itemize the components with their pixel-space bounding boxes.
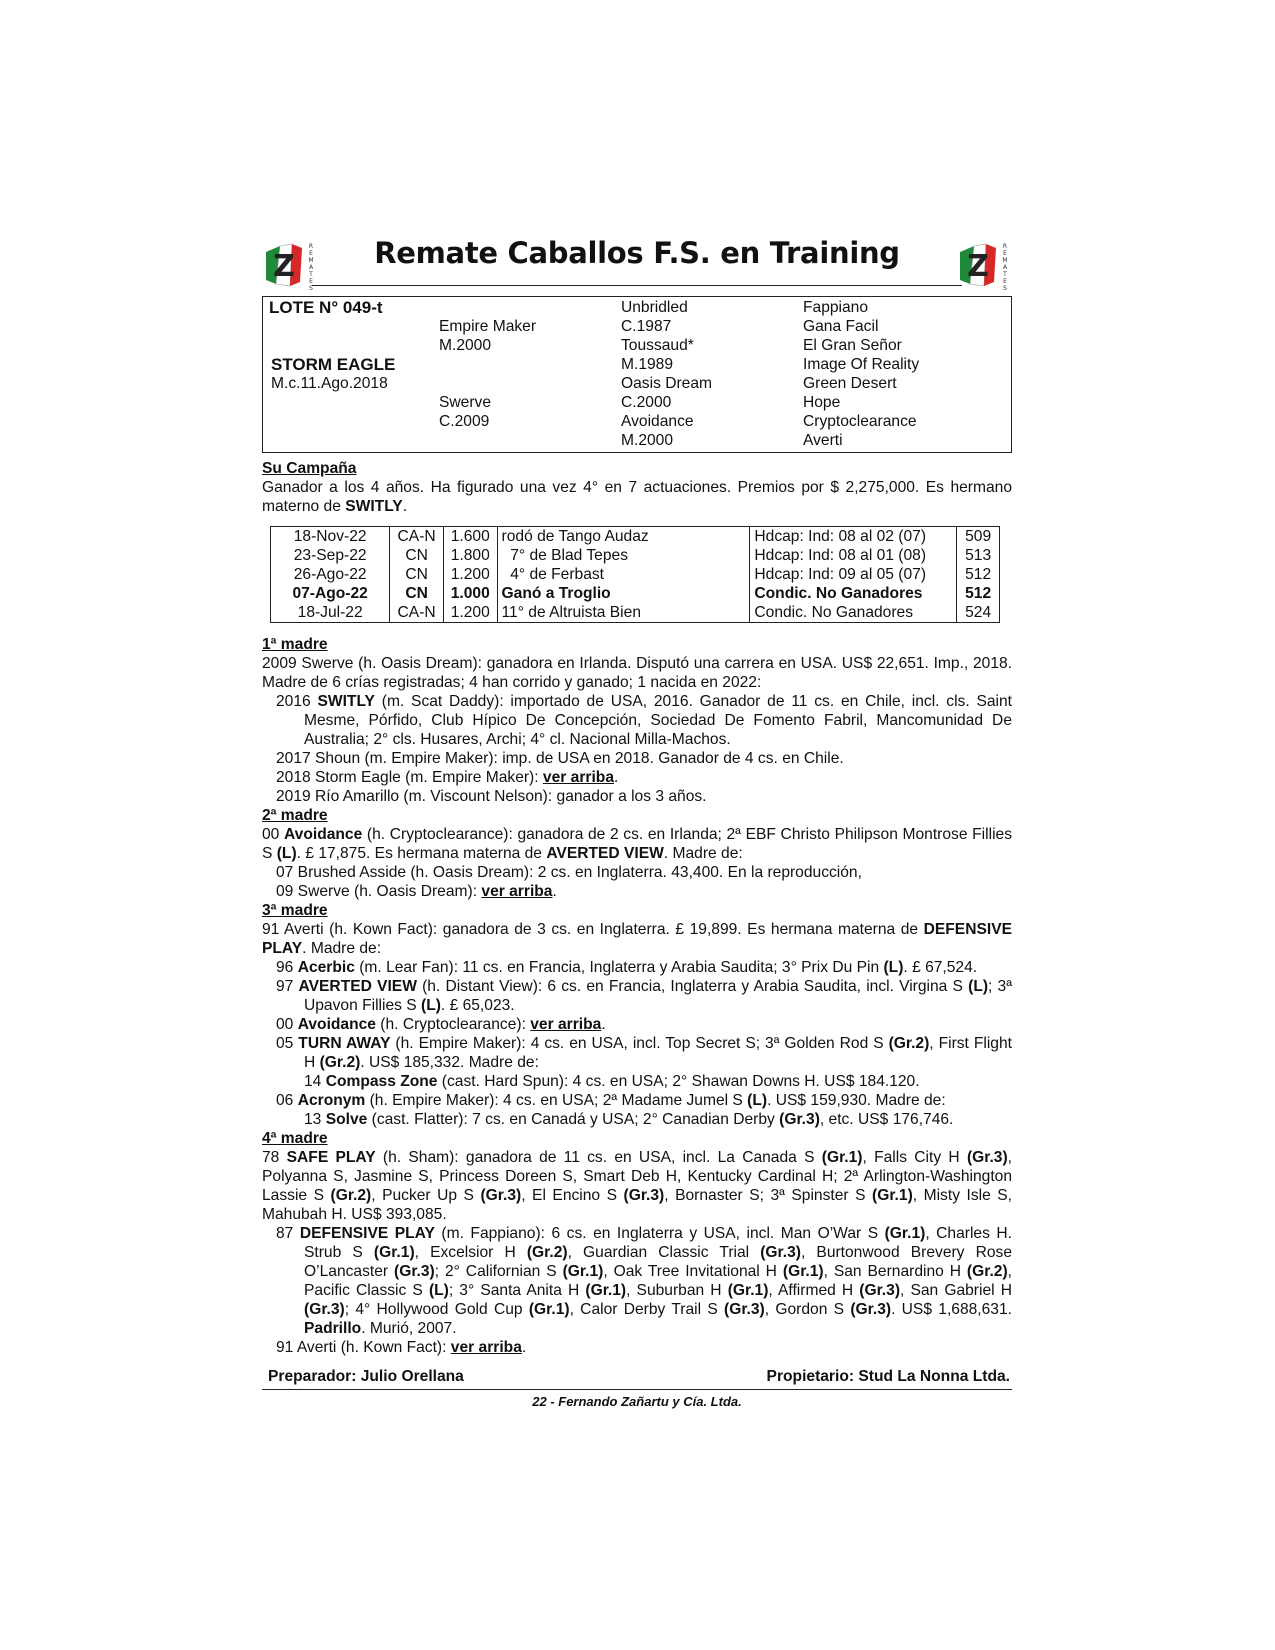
race-distance: 1.200 xyxy=(443,565,497,584)
horse-name: STORM EAGLE xyxy=(271,355,396,374)
page-header xyxy=(262,236,1012,292)
campaign-heading: Su Campaña xyxy=(262,460,357,477)
granddam-1-info: M.1989 xyxy=(621,356,674,373)
race-track: CN xyxy=(390,565,444,584)
ancestor-g4-3: El Gran Señor xyxy=(803,337,902,354)
offspring-entry: 07 Brushed Asside (h. Oasis Dream): 2 cs. en Inglaterra. 43,400. En la reproducción, xyxy=(276,864,862,881)
sire-name: Empire Maker xyxy=(439,318,537,335)
svg-text:E: E xyxy=(1003,250,1007,257)
offspring-entry: 97 AVERTED VIEW (h. Distant View): 6 cs. en Francia, Inglaterra y Arabia Saudita, incl. Virgina S (L); 3ª Upavon Fillies S (L). £ 65,023. xyxy=(276,978,1012,1014)
see-above-link[interactable]: ver arriba xyxy=(530,1016,602,1033)
grandsire-1-info: C.1987 xyxy=(621,318,672,335)
second-dam-text: 00 Avoidance (h. Cryptoclearance): ganadora de 2 cs. en Irlanda; 2ª EBF Christo Philipson Montrose Fillies S (L). £ 17,875. Es hermana materna de AVERTED VIEW. Madre de: xyxy=(262,826,1013,862)
race-date: 23-Sep-22 xyxy=(271,546,390,565)
svg-text:T: T xyxy=(309,271,313,278)
granddam-2: Avoidance xyxy=(621,413,694,430)
ancestor-g4-4: Image Of Reality xyxy=(803,356,920,373)
grandsire-1: Unbridled xyxy=(621,299,688,316)
third-dam-section xyxy=(262,901,1012,1129)
race-result: rodó de Tango Audaz xyxy=(497,527,750,547)
second-dam-section xyxy=(262,806,1012,901)
see-above-link[interactable]: ver arriba xyxy=(481,883,553,900)
offspring-entry: 13 Solve (cast. Flatter): 7 cs. en Canadá y USA; 2° Canadian Derby (Gr.3), etc. US$ 176,746. xyxy=(304,1111,954,1128)
offspring-entry: 91 Averti (h. Kown Fact): ver arriba. xyxy=(276,1339,527,1356)
horse-info: M.c.11.Ago.2018 xyxy=(271,375,388,392)
race-weight: 513 xyxy=(957,546,1000,565)
first-dam-section xyxy=(262,635,1012,806)
first-dam-text: 2009 Swerve (h. Oasis Dream): ganadora en Irlanda. Disputó una carrera en USA. US$ 22,651. Imp., 2018. Madre de 6 crías registradas; 4 han corrido y ganado; 1 nacida en 2022: xyxy=(262,655,1012,691)
ancestor-g4-5: Green Desert xyxy=(803,375,897,392)
svg-text:E: E xyxy=(1003,278,1007,285)
offspring-entry: 09 Swerve (h. Oasis Dream): ver arriba. xyxy=(276,883,557,900)
svg-text:M: M xyxy=(1002,257,1008,264)
offspring-entry: 14 Compass Zone (cast. Hard Spun): 4 cs. en USA; 2° Shawan Downs H. US$ 184.120. xyxy=(304,1073,920,1090)
ancestor-g4-8: Averti xyxy=(803,432,843,449)
remates-logo-left xyxy=(262,240,318,290)
race-condition: Hdcap: Ind: 08 al 02 (07) xyxy=(750,527,957,547)
svg-text:E: E xyxy=(309,278,313,285)
race-row xyxy=(271,565,1000,584)
race-row xyxy=(271,527,1000,547)
race-row-win xyxy=(271,584,1000,603)
race-row xyxy=(271,546,1000,565)
fourth-dam-text: 78 SAFE PLAY (h. Sham): ganadora de 11 cs. en USA, incl. La Canada S (Gr.1), Falls City H (Gr.3), Polyanna S, Jasmine S, Princess Doreen S, Smart Deb H, Kentucky Cardinal H; 2ª Arlington-Washington Lassie S (Gr.2), Pucker Up S (Gr.3), El Encino S (Gr.3), Bornaster S; 3ª Spinster S (Gr.1), Misty Isle S, Mahubah H. US$ 393,085. xyxy=(262,1149,1013,1223)
race-distance: 1.600 xyxy=(443,527,497,547)
offspring-entry: 05 TURN AWAY (h. Empire Maker): 4 cs. en USA, incl. Top Secret S; 3ª Golden Rod S (Gr.2), First Flight H (Gr.2). US$ 185,332. Madre de: xyxy=(276,1035,1012,1071)
race-date: 26-Ago-22 xyxy=(271,565,390,584)
svg-text:A: A xyxy=(1002,264,1008,271)
race-distance: 1.200 xyxy=(443,603,497,623)
campaign-section xyxy=(262,459,1012,516)
race-result: 4° de Ferbast xyxy=(497,565,750,584)
svg-text:E: E xyxy=(309,250,313,257)
race-distance: 1.800 xyxy=(443,546,497,565)
svg-text:T: T xyxy=(1003,271,1007,278)
offspring-entry: 00 Avoidance (h. Cryptoclearance): ver arriba. xyxy=(276,1016,606,1033)
header-rule xyxy=(312,285,962,286)
offspring-entry: 06 Acronym (h. Empire Maker): 4 cs. en USA; 2ª Madame Jumel S (L). US$ 159,930. Madre de: xyxy=(276,1092,946,1109)
race-result: Ganó a Troglio xyxy=(497,584,750,603)
footer-rule xyxy=(262,1389,1012,1390)
race-condition: Condic. No Ganadores xyxy=(750,603,957,623)
third-dam-heading: 3ª madre xyxy=(262,902,328,919)
ancestor-g4-7: Cryptoclearance xyxy=(803,413,917,430)
third-dam-text: 91 Averti (h. Kown Fact): ganadora de 3 cs. en Inglaterra. £ 19,899. Es hermana materna de DEFENSIVE PLAY. Madre de: xyxy=(262,921,1012,957)
ancestor-g4-1: Fappiano xyxy=(803,299,869,316)
svg-text:Z: Z xyxy=(967,249,989,284)
ancestor-g4-2: Gana Facil xyxy=(803,318,879,335)
race-weight: 512 xyxy=(957,565,1000,584)
ancestor-g4-6: Hope xyxy=(803,394,841,411)
trainer-label: Preparador: Julio Orellana xyxy=(268,1368,464,1385)
race-weight: 509 xyxy=(957,527,1000,547)
race-distance: 1.000 xyxy=(443,584,497,603)
grandsire-2-info: C.2000 xyxy=(621,394,672,411)
svg-text:R: R xyxy=(308,243,314,250)
race-table xyxy=(270,526,1000,623)
sire-info: M.2000 xyxy=(439,337,492,354)
catalog-page xyxy=(262,236,1013,1411)
race-result: 11° de Altruista Bien xyxy=(497,603,750,623)
campaign-text: Ganador a los 4 años. Ha figurado una vez 4° en 7 actuaciones. Premios por $ 2,275,000. Es hermano materno de SWITLY. xyxy=(262,479,1012,515)
svg-text:S: S xyxy=(309,285,313,290)
race-condition: Hdcap: Ind: 09 al 05 (07) xyxy=(750,565,957,584)
race-track: CN xyxy=(390,546,444,565)
page-footer xyxy=(262,1367,1012,1386)
race-date: 07-Ago-22 xyxy=(271,584,390,603)
race-date: 18-Jul-22 xyxy=(271,603,390,623)
race-result: 7° de Blad Tepes xyxy=(497,546,750,565)
race-condition: Hdcap: Ind: 08 al 01 (08) xyxy=(750,546,957,565)
race-weight: 524 xyxy=(957,603,1000,623)
offspring-entry: 96 Acerbic (m. Lear Fan): 11 cs. en Francia, Inglaterra y Arabia Saudita; 3° Prix Du Pin (L). £ 67,524. xyxy=(276,959,978,976)
race-weight: 512 xyxy=(957,584,1000,603)
first-dam-heading: 1ª madre xyxy=(262,636,328,653)
granddam-2-info: M.2000 xyxy=(621,432,674,449)
race-date: 18-Nov-22 xyxy=(271,527,390,547)
svg-text:Z: Z xyxy=(273,249,295,284)
pedigree-box xyxy=(262,296,1012,453)
lot-number: LOTE N° 049-t xyxy=(269,298,383,317)
offspring-entry: 2019 Río Amarillo (m. Viscount Nelson): ganador a los 3 años. xyxy=(276,788,707,805)
owner-label: Propietario: Stud La Nonna Ltda. xyxy=(766,1368,1010,1385)
svg-text:R: R xyxy=(1002,243,1008,250)
race-track: CA-N xyxy=(390,603,444,623)
svg-text:M: M xyxy=(308,257,314,264)
race-condition: Condic. No Ganadores xyxy=(750,584,957,603)
offspring-entry: 87 DEFENSIVE PLAY (m. Fappiano): 6 cs. en Inglaterra y USA, incl. Man O’War S (Gr.1), Charles H. Strub S (Gr.1), Excelsior H (Gr.2), Guardian Classic Trial (Gr.3), Burtonwood Brevery Rose O’Lancaster (Gr.3); 2° Californian S (Gr.1), Oak Tree Invitational H (Gr.1), San Bernardino H (Gr.2), Pacific Classic S (L); 3° Santa Anita H (Gr.1), Suburban H (Gr.1), Affirmed H (Gr.3), San Gabriel H (Gr.3); 4° Hollywood Gold Cup (Gr.1), Calor Derby Trail S (Gr.3), Gordon S (Gr.3). US$ 1,688,631. Padrillo. Murió, 2007. xyxy=(276,1225,1012,1337)
fourth-dam-section xyxy=(262,1129,1012,1357)
dam-name: Swerve xyxy=(439,394,491,411)
remates-logo-right xyxy=(956,240,1012,290)
svg-text:S: S xyxy=(1003,285,1007,290)
race-track: CN xyxy=(390,584,444,603)
granddam-1: Toussaud* xyxy=(621,337,694,354)
page-title: Remate Caballos F.S. en Training xyxy=(374,236,900,270)
see-above-link[interactable]: ver arriba xyxy=(542,769,615,786)
race-row xyxy=(271,603,1000,623)
see-above-link[interactable]: ver arriba xyxy=(450,1339,522,1356)
offspring-entry: 2016 SWITLY (m. Scat Daddy): importado de USA, 2016. Ganador de 11 cs. en Chile, incl. cls. Saint Mesme, Pórfido, Club Hípico De Concepción, Sociedad De Fomento Fabril, Mancomunidad De Australia; 2° cls. Husares, Archi; 4° cl. Nacional Milla-Machos. xyxy=(276,693,1012,748)
svg-text:A: A xyxy=(308,264,314,271)
offspring-entry: 2018 Storm Eagle (m. Empire Maker): ver arriba. xyxy=(276,769,619,786)
race-track: CA-N xyxy=(390,527,444,547)
fourth-dam-heading: 4ª madre xyxy=(262,1130,328,1147)
offspring-entry: 2017 Shoun (m. Empire Maker): imp. de USA en 2018. Ganador de 4 cs. en Chile. xyxy=(276,750,844,767)
page-number-line: 22 - Fernando Zañartu y Cía. Ltda. xyxy=(532,1394,742,1409)
dam-info: C.2009 xyxy=(439,413,490,430)
second-dam-heading: 2ª madre xyxy=(262,807,328,824)
grandsire-2: Oasis Dream xyxy=(621,375,712,392)
